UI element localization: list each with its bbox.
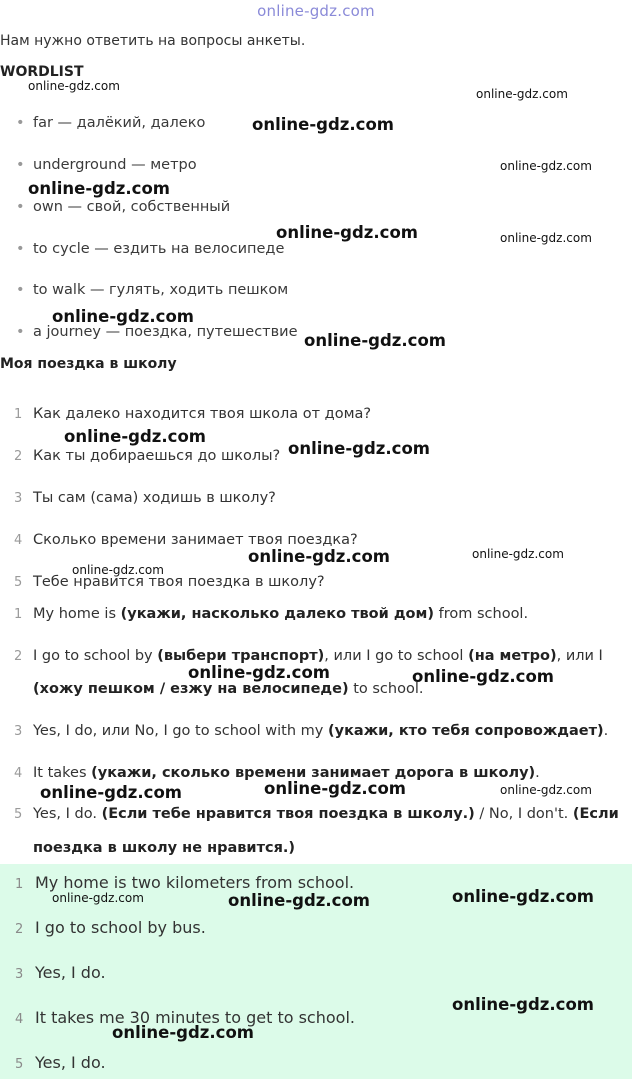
question-item: 1 Как далеко находится твоя школа от дома? bbox=[14, 406, 372, 422]
answer-item: 5 Yes, I do. bbox=[15, 1053, 106, 1072]
template-item: 2 I go to school by (выбери транспорт), или I go to school (на метро), или I bbox=[14, 648, 603, 664]
watermark: online-gdz.com bbox=[500, 159, 592, 173]
answer-item: 4 It takes me 30 minutes to get to school. bbox=[15, 1008, 355, 1027]
bullet-icon: • bbox=[16, 324, 25, 340]
question-item: 4 Сколько времени занимает твоя поездка? bbox=[14, 532, 358, 548]
watermark: online-gdz.com bbox=[228, 891, 370, 910]
wordlist-item: • underground — метро bbox=[16, 157, 197, 173]
watermark: online-gdz.com bbox=[28, 179, 170, 198]
watermark: online-gdz.com bbox=[112, 1023, 254, 1042]
bullet-icon: • bbox=[16, 157, 25, 173]
bullet-icon: • bbox=[16, 199, 25, 215]
question-item: 3 Ты сам (сама) ходишь в школу? bbox=[14, 490, 276, 506]
answer-item: 2 I go to school by bus. bbox=[15, 918, 206, 937]
watermark: online-gdz.com bbox=[248, 547, 390, 566]
watermark: online-gdz.com bbox=[288, 439, 430, 458]
wordlist-item: • far — далёкий, далеко bbox=[16, 115, 206, 131]
wordlist-item: • a journey — поездка, путешествие bbox=[16, 324, 298, 340]
wordlist-item: • to cycle — ездить на велосипеде bbox=[16, 241, 285, 257]
bullet-icon: • bbox=[16, 282, 25, 298]
question-item: 5 Тебе нравится твоя поездка в школу? bbox=[14, 574, 325, 590]
watermark: online-gdz.com bbox=[264, 779, 406, 798]
watermark: online-gdz.com bbox=[452, 995, 594, 1014]
answer-item: 3 Yes, I do. bbox=[15, 963, 106, 982]
question-item: 2 Как ты добираешься до школы? bbox=[14, 448, 281, 464]
watermark: online-gdz.com bbox=[188, 663, 330, 682]
watermark: online-gdz.com bbox=[64, 427, 206, 446]
watermark: online-gdz.com bbox=[476, 87, 568, 101]
wordlist-title: WORDLIST bbox=[0, 64, 84, 80]
template-item: 3 Yes, I do, или No, I go to school with my (укажи, кто тебя сопровождает). bbox=[14, 723, 609, 739]
watermark: online-gdz.com bbox=[500, 783, 592, 797]
template-item: 4 It takes (укажи, сколько времени занимает дорога в школу). bbox=[14, 765, 540, 781]
watermark: online-gdz.com bbox=[472, 547, 564, 561]
watermark: online-gdz.com bbox=[276, 223, 418, 242]
watermark: online-gdz.com bbox=[28, 79, 120, 93]
watermark: online-gdz.com bbox=[452, 887, 594, 906]
watermark: online-gdz.com bbox=[412, 667, 554, 686]
intro-text: Нам нужно ответить на вопросы анкеты. bbox=[0, 33, 306, 49]
wordlist-item: • own — свой, собственный bbox=[16, 199, 231, 215]
answer-item: 1 My home is two kilometers from school. bbox=[15, 873, 355, 892]
template-item-continued: (хожу пешком / езжу на велосипеде) to school. bbox=[33, 681, 424, 697]
site-header-link[interactable]: online-gdz.com bbox=[257, 2, 375, 20]
watermark: online-gdz.com bbox=[252, 115, 394, 134]
watermark: online-gdz.com bbox=[52, 307, 194, 326]
questions-title: Моя поездка в школу bbox=[0, 356, 177, 372]
watermark: online-gdz.com bbox=[500, 231, 592, 245]
watermark: online-gdz.com bbox=[72, 563, 164, 577]
watermark: online-gdz.com bbox=[52, 891, 144, 905]
template-item: 1 My home is (укажи, насколько далеко твой дом) from school. bbox=[14, 606, 529, 622]
template-item: 5 Yes, I do. (Если тебе нравится твоя поездка в школу.) / No, I don't. (Если bbox=[14, 806, 619, 822]
watermark: online-gdz.com bbox=[40, 783, 182, 802]
watermark: online-gdz.com bbox=[304, 331, 446, 350]
template-item-continued: поездка в школу не нравится.) bbox=[33, 840, 296, 856]
wordlist-item: • to walk — гулять, ходить пешком bbox=[16, 282, 289, 298]
bullet-icon: • bbox=[16, 115, 25, 131]
bullet-icon: • bbox=[16, 241, 25, 257]
